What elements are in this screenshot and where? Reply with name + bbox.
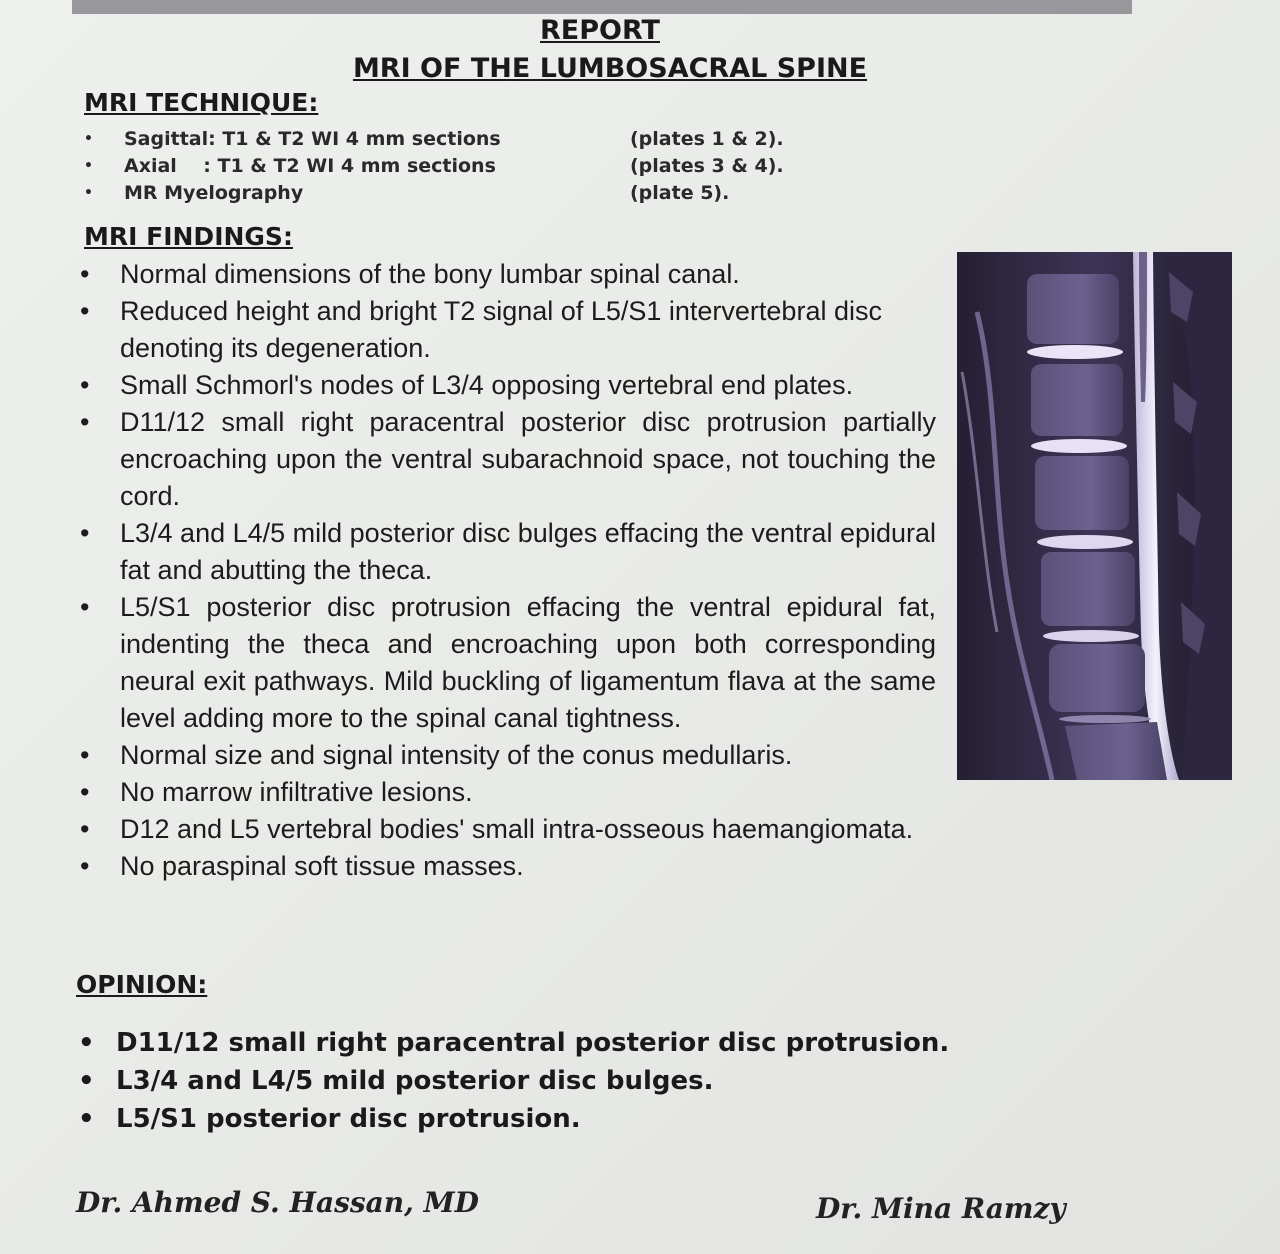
bullet: • — [80, 740, 90, 770]
technique-item — [84, 153, 844, 180]
finding-text: D11/12 small right paracentral posterior disc protrusion partially encroaching upon the ventral subarachnoid space, not touching the cord. — [120, 407, 936, 511]
finding-text: D12 and L5 vertebral bodies' small intra-osseous haemangiomata. — [120, 814, 914, 844]
opinion-item — [76, 1100, 1076, 1138]
bullet: • — [84, 131, 93, 147]
opinion-list — [76, 1024, 1076, 1138]
finding-text: Normal dimensions of the bony lumbar spinal canal. — [120, 259, 740, 289]
top-border-strip — [72, 0, 1132, 14]
signature-right: Dr. Mina Ramzy — [816, 1192, 1066, 1225]
finding-text: Small Schmorl's nodes of L3/4 opposing vertebral end plates. — [120, 370, 854, 400]
finding-item — [76, 848, 1080, 885]
bullet: • — [80, 814, 90, 844]
finding-item — [76, 515, 936, 589]
finding-item — [76, 589, 936, 737]
bullet: • — [80, 259, 90, 289]
bullet: • — [78, 1066, 95, 1096]
opinion-text: D11/12 small right paracentral posterior disc protrusion. — [116, 1028, 950, 1058]
technique-plates: (plates 3 & 4). — [630, 155, 784, 177]
bullet: • — [80, 851, 90, 881]
report-title: REPORT — [540, 15, 660, 46]
bullet: • — [78, 1028, 95, 1058]
report-subtitle: MRI OF THE LUMBOSACRAL SPINE — [352, 53, 868, 84]
finding-text: No paraspinal soft tissue masses. — [120, 851, 524, 881]
findings-list — [76, 256, 936, 885]
finding-text: Normal size and signal intensity of the conus medullaris. — [120, 740, 793, 770]
technique-item — [84, 126, 844, 153]
findings-heading: MRI FINDINGS: — [84, 222, 293, 251]
finding-item — [76, 774, 1080, 811]
finding-item — [76, 293, 936, 367]
opinion-heading: OPINION: — [76, 970, 208, 999]
signature-left: Dr. Ahmed S. Hassan, MD — [76, 1186, 479, 1219]
bullet: • — [78, 1104, 95, 1134]
opinion-text: L3/4 and L4/5 mild posterior disc bulges. — [116, 1066, 714, 1096]
bullet: • — [80, 777, 90, 807]
bullet: • — [80, 296, 90, 326]
bullet: • — [84, 158, 93, 174]
bullet: • — [80, 592, 90, 622]
bullet: • — [80, 370, 90, 400]
finding-text: No marrow infiltrative lesions. — [120, 777, 473, 807]
report-header — [300, 14, 920, 88]
finding-item — [76, 404, 936, 515]
finding-item — [76, 737, 1080, 774]
technique-heading: MRI TECHNIQUE: — [84, 88, 319, 117]
technique-label: Sagittal: T1 & T2 WI 4 mm sections — [124, 128, 501, 150]
finding-text: Reduced height and bright T2 signal of L5/S1 intervertebral disc denoting its degeneration. — [120, 296, 882, 363]
mri-illustration — [957, 252, 1232, 780]
technique-item — [84, 180, 844, 207]
mri-sagittal-image — [957, 252, 1232, 780]
finding-item — [76, 367, 936, 404]
bullet: • — [84, 185, 93, 201]
technique-label: Axial : T1 & T2 WI 4 mm sections — [124, 155, 496, 177]
bullet: • — [80, 407, 90, 437]
finding-item — [76, 811, 1080, 848]
finding-text: L3/4 and L4/5 mild posterior disc bulges effacing the ventral epidural fat and abutting the theca. — [120, 518, 937, 585]
bullet: • — [80, 518, 90, 548]
finding-item — [76, 256, 936, 293]
opinion-text: L5/S1 posterior disc protrusion. — [116, 1104, 581, 1134]
technique-label: MR Myelography — [124, 182, 304, 204]
technique-list — [84, 126, 844, 207]
opinion-item — [76, 1024, 1076, 1062]
technique-plates: (plates 1 & 2). — [630, 128, 784, 150]
finding-text: L5/S1 posterior disc protrusion effacing the ventral epidural fat, indenting the theca and encroaching upon both corresponding neural exit pathways. Mild buckling of ligamentum flava at the same level adding more to the spinal canal tightness. — [120, 592, 936, 733]
opinion-item — [76, 1062, 1076, 1100]
technique-plates: (plate 5). — [630, 182, 730, 204]
